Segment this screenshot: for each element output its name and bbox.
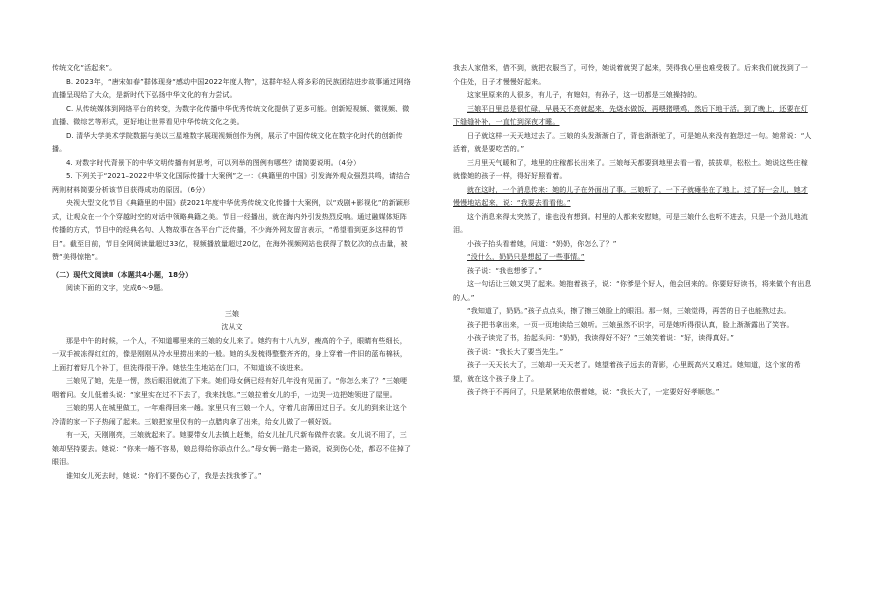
question-5: 5. 下列关于“2021–2022中华文化国际传播十大案例”之一：《典籍里的中国》引发海外观众强烈共鸣，请结合两则材料简要分析该节目获得成功的原因。（6分）: [52, 172, 411, 194]
question-4: 4. 对数字时代背景下的中华文明传播有何思考，可以列举的图例有哪些？请简要说明。（4分）: [66, 158, 361, 167]
story-paragraph: 小孩子读完了书，抬起头问：“奶奶，我读得好不好？”三娘笑着说：“好，读得真好。”: [467, 334, 735, 342]
story-paragraph: 三娘见了她，先是一愣，然后眼泪就流了下来。她们母女俩已经有好几年没有见面了。“你怎么来了？”三娘哽咽着问。女儿低着头说：“家里实在过不下去了，我来找您。”三娘拉着女儿的手，一边哭一边把她领进了屋里。: [52, 377, 408, 399]
story-paragraph: 孩子把书拿出来，一页一页地读给三娘听。三娘虽然不识字，可是她听得很认真，脸上渐渐露出了笑容。: [467, 320, 794, 329]
story-paragraph: 三娘平日里总是很忙碌，早晨天不亮就起来，先烧水做饭，再喂猪喂鸡，然后下地干活。到了晚上，还要在灯下缝缝补补，一直忙到深夜才睡。: [453, 104, 808, 126]
story-paragraph: 三娘的男人在城里做工，一年难得回来一趟。家里只有三娘一个人，守着几亩薄田过日子。女儿的到来让这个冷清的家一下子热闹了起来。三娘把家里仅有的一点腊肉拿了出来，给女儿做了一顿好饭。: [52, 404, 407, 426]
story-paragraph: 日子就这样一天天地过去了。三娘的头发渐渐白了，背也渐渐驼了，可是她从来没有抱怨过一句。她常说：“人活着，就是要吃苦的。”: [453, 131, 812, 153]
option-c: C. 从传统媒体到网络平台的转变，为数字化传播中华优秀传统文化提供了更多可能。创新短视频、微视频、微直播、微综艺等形式，更好地让世界看见中华传统文化之美。: [52, 104, 410, 126]
story-paragraph: 这一句话让三娘又哭了起来。她抱着孩子，说：“你爹是个好人，他会回来的。你要好好读书，将来做个有出息的人。”: [453, 280, 812, 302]
story-paragraph: 孩子终于不再问了，只是紧紧地依偎着她，说：“我长大了，一定要好好孝顺您。”: [467, 388, 720, 396]
paragraph: 传统文化“活起来”。: [52, 64, 117, 72]
story-paragraph: 孩子一天天长大了，三娘却一天天老了。她望着孩子远去的背影，心里既高兴又难过。她知道，这个家的希望，就在这个孩子身上了。: [453, 361, 801, 383]
story-paragraph: “没什么，奶奶只是想起了一些事情。”: [467, 253, 585, 261]
option-d: D. 清华大学美术学院数据与美以三星堆数字展现视频创作为例，展示了中国传统文化在数字化时代的创新传播。: [52, 131, 403, 153]
story-paragraph: 那是中午的时候，一个人，不知道哪里来的三娘的女儿来了。她约有十八九岁，瘦高的个子，眼睛有些细长，一双手被冻得红红的，像是刚刚从冷水里捞出来的一般。她的头发梳得整整齐齐的，身上穿着一件旧的蓝布棉袄，上面打着好几个补丁，但洗得很干净。她怯生生地站在门口，不知道该不该进来。: [52, 336, 407, 372]
option-b: B. 2023年，“唐宋如春”群体现身“感动中国2022年度人物”，这群年轻人将多彩的民族团结进步故事通过网络直播呈现给了大众，是新时代下弘扬中华文化的有力尝试。: [52, 77, 411, 99]
story-author: 沈从文: [221, 323, 243, 331]
story-paragraph: 这家里原来的人很多，有儿子，有媳妇，有孙子，这一切都是三娘操持的。: [467, 91, 702, 99]
story-paragraph: 孩子说：“我长大了要当先生。”: [467, 347, 564, 356]
right-column: [453, 62, 813, 400]
story-paragraph: 孩子说：“我也想爹了。”: [467, 266, 542, 275]
story-paragraph: 小孩子抬头看着她，问道：“奶奶，你怎么了？”: [467, 239, 617, 248]
story-paragraph: 就在这时，一个消息传来：她的儿子在外面出了事。三娘听了，一下子就瘫坐在了地上。过了好一会儿，她才慢慢地站起来，说：“我要去看看他。”: [453, 185, 808, 207]
story-paragraph: “我知道了，奶奶。”孩子点点头，擦了擦三娘脸上的眼泪。那一刻，三娘觉得，再苦的日子也能熬过去。: [467, 307, 791, 315]
instruction: 阅读下面的文字，完成6～9题。: [66, 284, 168, 292]
story-paragraph: 谁知女儿死去时，她说：“你们不要伤心了，我是去找我爹了。”: [66, 471, 262, 480]
story-paragraph: 三月里天气暖和了，地里的庄稼都长出来了。三娘每天都要到地里去看一看，拔拔草，松松土。她说这些庄稼就像她的孩子一样，得好好照看着。: [453, 158, 808, 180]
story-title: 三娘: [224, 309, 240, 318]
story-paragraph: 我去人家借米，借不到，就把衣服当了，可怜，她说着就哭了起来，哭得我心里也难受极了。后来我们就找到了一个住处，日子才慢慢好起来。: [453, 64, 808, 86]
story-paragraph: 这个消息来得太突然了，谁也没有想到。村里的人都来安慰她，可是三娘什么也听不进去，只是一个劲儿地流泪。: [453, 212, 808, 234]
left-column: [52, 62, 412, 483]
section-heading: （二）现代文阅读Ⅱ（本题共4小题，18分）: [52, 270, 193, 279]
story-paragraph: 有一天，天刚刚亮，三娘就起来了。她要带女儿去镇上赶集，给女儿扯几尺新布做件衣裳。女儿说不用了，三娘却坚持要去。她说：“你来一趟不容易，娘总得给你添点什么。”母女俩一路走一路说，说到伤心处，都忍不住掉了眼泪。: [52, 431, 411, 466]
question-5-material: 央视大型文化节目《典籍里的中国》获2021年度中华优秀传统文化传播十大案例，以“戏剧+影视化”的新颖形式，让观众在一个个穿越时空的对话中领略典籍之美。节目一经播出，就在海内外引发热烈反响。通过融媒体矩阵传播的方式，节目中的经典名句、人物故事在各平台广泛传播，不少海外网友留言表示，“希望看到更多这样的节目”。截至目前，节目全网阅读量超过33亿，视频播放量超过20亿，在海外视频网站也获得了数亿次的点击量，被赞“美得惊艳”。: [52, 199, 411, 261]
